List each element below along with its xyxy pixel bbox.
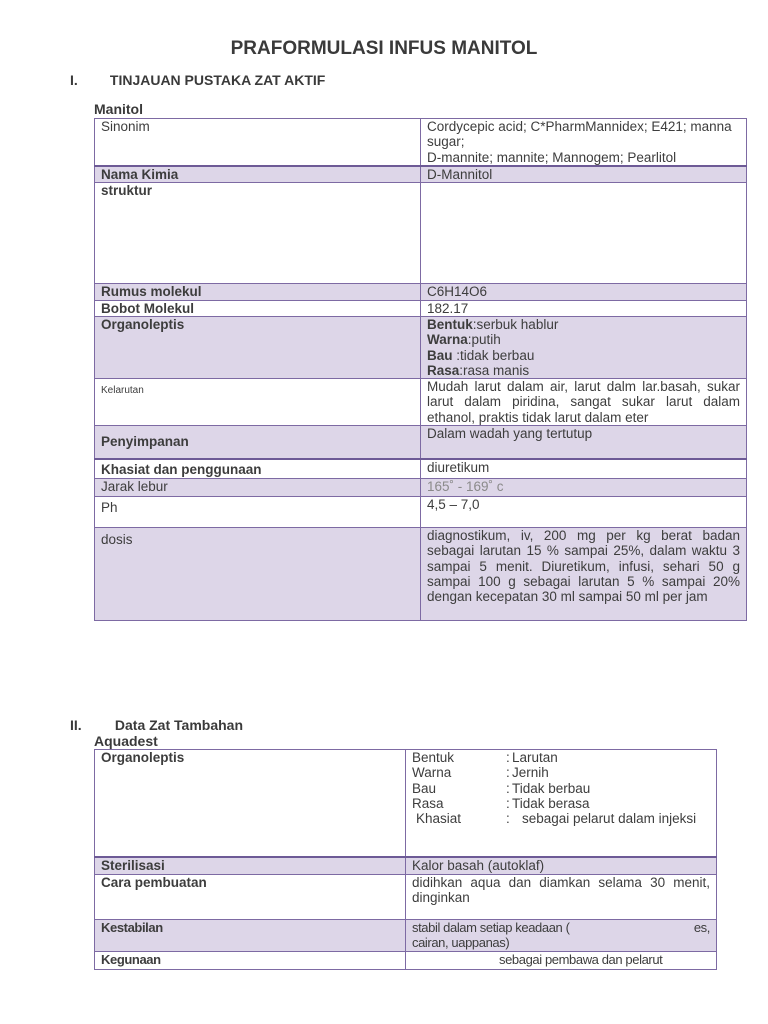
item-key: Rasa: [412, 795, 444, 811]
item-value: putih: [471, 332, 501, 348]
item-value: Larutan: [512, 750, 558, 765]
sinonim-label: Sinonim: [101, 119, 150, 134]
sinonim-value-line-1: Cordycepic acid; C*PharmMannidex; E421; manna sugar;: [427, 119, 732, 150]
section-2-number: II.: [70, 717, 82, 733]
item-sep: :: [472, 316, 477, 332]
item-value: serbuk hablur: [476, 316, 559, 332]
table-row: [95, 459, 747, 479]
table-row: [95, 379, 747, 426]
jarak-lebur-value: 165˚ - 169˚ c: [421, 479, 747, 497]
table-row: [95, 875, 717, 920]
item-value: tidak berbau: [460, 347, 535, 363]
cara-pembuatan-label: Cara pembuatan: [95, 875, 406, 920]
item-key: Bau: [412, 780, 437, 796]
item-key: Warna: [427, 332, 468, 348]
nama-kimia-value: D-Mannitol: [421, 166, 747, 183]
khasiat-label: Khasiat dan penggunaan: [95, 459, 421, 479]
table-row: [95, 316, 747, 378]
item-key: Bentuk: [412, 750, 455, 765]
table-row: [95, 479, 747, 497]
nama-kimia-label: Nama Kimia: [95, 166, 421, 183]
sterilisasi-label: Sterilisasi: [95, 857, 406, 875]
penyimpanan-label: Penyimpanan: [95, 426, 421, 459]
table-row: [95, 952, 717, 970]
item-value: rasa manis: [463, 362, 530, 378]
item-key: Warna: [412, 765, 452, 781]
table-row: [95, 857, 717, 875]
table-row: [95, 426, 747, 459]
item-sep: :: [506, 811, 510, 827]
sterilisasi-value: Kalor basah (autoklaf): [406, 857, 717, 875]
section-1-subheading: Manitol: [94, 101, 143, 117]
organoleptis-item: [412, 750, 710, 765]
ph-label: Ph: [95, 497, 421, 528]
item-key: Bau: [427, 347, 453, 363]
table-row: [95, 750, 717, 857]
section-1-number: I.: [70, 72, 78, 88]
item-sep: :: [467, 332, 472, 348]
struktur-label: struktur: [95, 183, 421, 284]
aquadest-organoleptis-label: Organoleptis: [95, 750, 406, 857]
organoleptis-item: [412, 811, 710, 826]
item-sep: :: [506, 780, 510, 796]
table-row: [95, 183, 747, 284]
organoleptis-item: [412, 781, 710, 796]
kestabilan-line-1: [412, 920, 710, 935]
section-1-title: TINJAUAN PUSTAKA ZAT AKTIF: [109, 72, 326, 88]
struktur-value: [421, 183, 747, 284]
table-row: [95, 166, 747, 183]
table-row: [95, 920, 717, 952]
row-label: [95, 119, 421, 166]
item-sep: :: [506, 795, 510, 811]
table-row: [95, 119, 747, 166]
kelarutan-value: Mudah larut dalam air, larut dalm lar.basah, sukar larut dalam piridina, sangat sukar larut dalam ethanol, praktis tidak larut dalam eter: [421, 379, 747, 426]
active-substance-table: [94, 118, 747, 621]
organoleptis-label: Organoleptis: [95, 316, 421, 378]
kegunaan-value: sebagai pembawa dan pelarut: [406, 952, 717, 970]
organoleptis-item: [427, 317, 740, 332]
kegunaan-label: Kegunaan: [95, 952, 406, 970]
kelarutan-label: Kelarutan: [95, 379, 421, 426]
item-sep: :: [452, 347, 461, 363]
kestabilan-line-2: cairan, uappanas): [412, 935, 510, 951]
aquadest-organoleptis-value: [406, 750, 717, 857]
table-row: [95, 284, 747, 300]
organoleptis-value: [421, 316, 747, 378]
section-2-title: Data Zat Tambahan: [114, 717, 243, 733]
item-sep: :: [506, 765, 510, 781]
item-value: Tidak berasa: [512, 795, 590, 811]
organoleptis-item: [427, 363, 740, 378]
row-value: [421, 119, 747, 166]
dosis-value: diagnostikum, iv, 200 mg per kg berat badan sebagai larutan 15 % sampai 25%, dalam waktu 3 sampai 5 menit. Diuretikum, infusi, sehari 50 g sampai 100 g sebagai larutan 5 % sampai 20% dengan kecepatan 30 ml sampai 50 ml per jam: [421, 528, 747, 621]
section-2-heading: [70, 717, 243, 733]
additive-table: [94, 749, 717, 970]
bobot-label: Bobot Molekul: [95, 300, 421, 316]
organoleptis-item: [427, 348, 740, 363]
item-sep: :: [459, 362, 464, 378]
item-value: Tidak berbau: [512, 780, 591, 796]
kestabilan-label: Kestabilan: [95, 920, 406, 952]
kestabilan-text-a: stabil dalam setiap keadaan (: [412, 920, 570, 935]
item-sep: :: [506, 750, 510, 765]
table-row: [95, 528, 747, 621]
organoleptis-item: [412, 796, 710, 811]
cara-pembuatan-value: didihkan aqua dan diamkan selama 30 menit, dinginkan: [406, 875, 717, 920]
item-key: Khasiat: [416, 811, 462, 827]
kestabilan-value: [406, 920, 717, 952]
table-row: [95, 300, 747, 316]
bobot-value: 182.17: [421, 300, 747, 316]
ph-value: 4,5 – 7,0: [421, 497, 747, 528]
rumus-label: Rumus molekul: [95, 284, 421, 300]
penyimpanan-value: Dalam wadah yang tertutup: [421, 426, 747, 459]
organoleptis-item: [427, 332, 740, 347]
item-value: Jernih: [512, 765, 549, 781]
dosis-label: dosis: [95, 528, 421, 621]
rumus-value: C6H14O6: [421, 284, 747, 300]
item-key: Bentuk: [427, 316, 473, 332]
jarak-lebur-label: Jarak lebur: [95, 479, 421, 497]
kestabilan-text-b: es,: [693, 920, 710, 935]
khasiat-value: diuretikum: [421, 459, 747, 479]
organoleptis-item: [412, 765, 710, 780]
section-2-subheading: Aquadest: [94, 733, 158, 749]
section-1-heading: [70, 72, 325, 88]
page-title: PRAFORMULASI INFUS MANITOL: [230, 38, 538, 59]
item-key: Rasa: [427, 362, 460, 378]
table-row: [95, 497, 747, 528]
sinonim-value-line-2: D-mannite; mannite; Mannogem; Pearlitol: [427, 149, 677, 165]
item-value: sebagai pelarut dalam injeksi: [522, 811, 697, 827]
